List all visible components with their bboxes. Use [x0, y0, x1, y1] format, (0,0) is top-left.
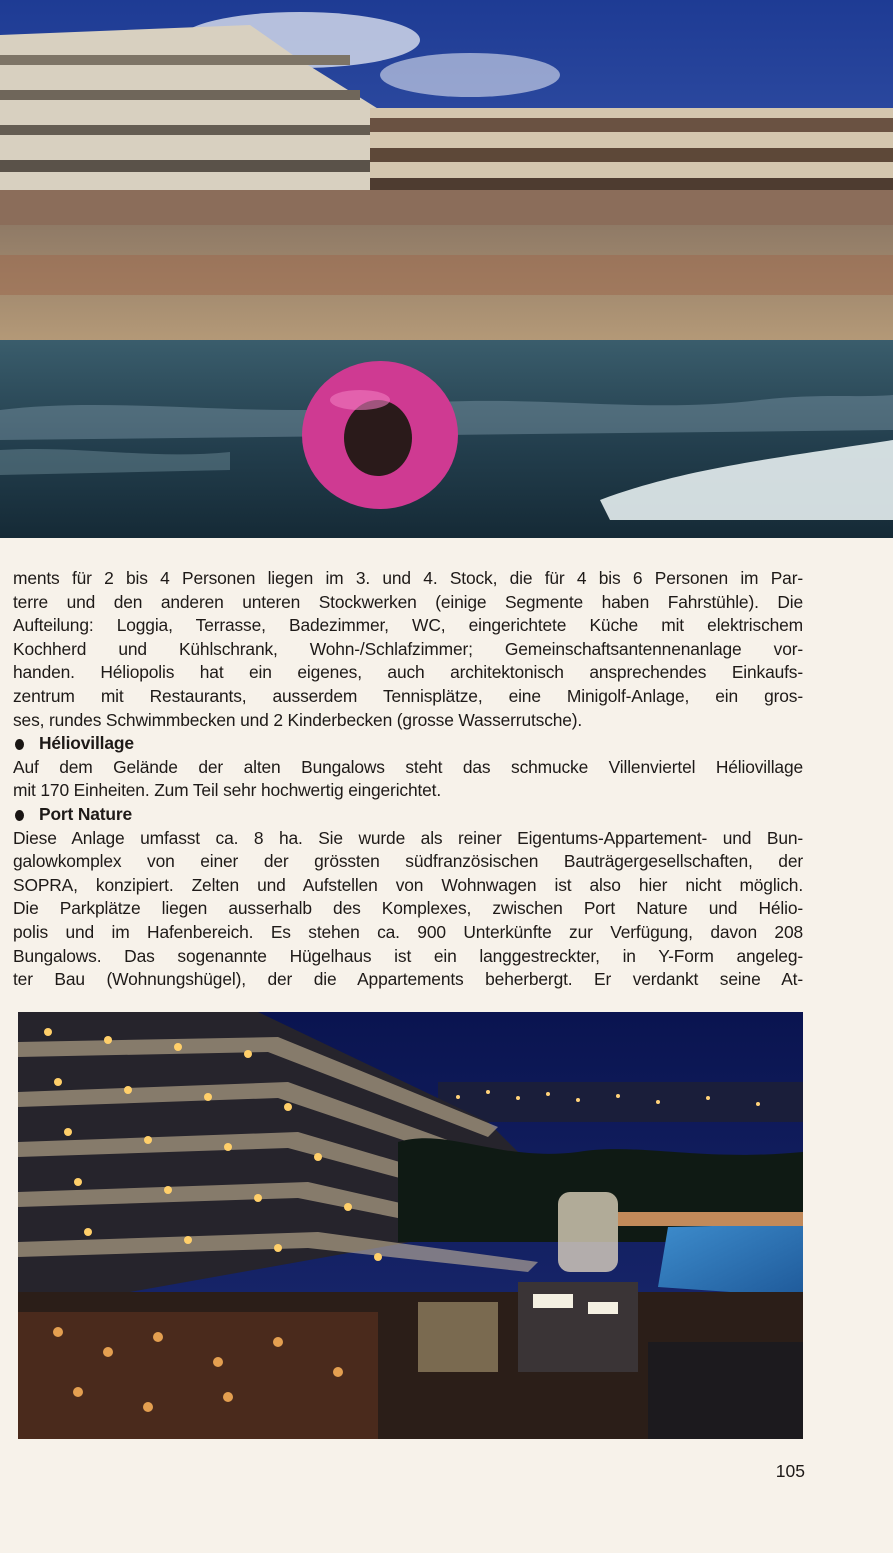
text-line: ments für 2 bis 4 Personen liegen im 3. und 4. Stock, die für 4 bis 6 Personen im Par-: [13, 568, 803, 588]
bullet-icon: [15, 739, 24, 750]
section-heading-text: Port Nature: [39, 803, 133, 824]
resort-night-photo: [18, 1012, 803, 1439]
text-line: galowkomplex von einer der grössten südfranzösischen Bauträgergesellschaften, der: [13, 851, 803, 872]
text-line: ter Bau (Wohnungshügel), der die Appartements beherbergt. Er verdankt seine At-: [13, 969, 803, 990]
text-line: zentrum mit Restaurants, ausserdem Tennisplätze, eine Minigolf-Anlage, ein gros-: [13, 685, 803, 706]
bullet-icon: [15, 810, 24, 821]
text-line: Bungalows. Das sogenannte Hügelhaus ist ein langgestreckter, in Y-Form angeleg-: [13, 945, 803, 966]
text-line: Kochherd und Kühlschrank, Wohn-/Schlafzimmer; Gemeinschaftsantennenanlage vor-: [13, 638, 803, 659]
beach-photo: [0, 0, 893, 538]
text-line: mit 170 Einheiten. Zum Teil sehr hochwertig eingerichtet.: [13, 780, 442, 801]
text-line: Die Parkplätze liegen ausserhalb des Komplexes, zwischen Port Nature und Hélio-: [13, 898, 803, 919]
text-line: ses, rundes Schwimmbecken und 2 Kinderbecken (grosse Wasserrutsche).: [13, 709, 583, 730]
text-line: Auf dem Gelände der alten Bungalows steht das schmucke Villenviertel Héliovillage: [13, 756, 803, 777]
page-number: 105: [775, 1461, 805, 1481]
section-heading-port-nature: [13, 803, 803, 827]
text-line: handen. Héliopolis hat ein eigenes, auch architektonisch ansprechendes Einkaufs-: [13, 662, 803, 683]
text-line: SOPRA, konzipiert. Zelten und Aufstellen von Wohnwagen ist also hier nicht möglich.: [13, 874, 803, 895]
intro-paragraph: [13, 567, 803, 992]
section-heading-text: Héliovillage: [39, 733, 134, 754]
text-line: Diese Anlage umfasst ca. 8 ha. Sie wurde als reiner Eigentums-Appartement- und Bun-: [13, 827, 803, 848]
text-line: terre und den anderen unteren Stockwerken (einige Segmente haben Fahrstühle). Die: [13, 591, 803, 612]
text-line: polis und im Hafenbereich. Es stehen ca. 900 Unterkünfte zur Verfügung, davon 208: [13, 921, 803, 942]
text-line: Aufteilung: Loggia, Terrasse, Badezimmer, WC, eingerichtete Küche mit elektrischem: [13, 615, 803, 636]
section-heading-heliovillage: [13, 732, 803, 756]
